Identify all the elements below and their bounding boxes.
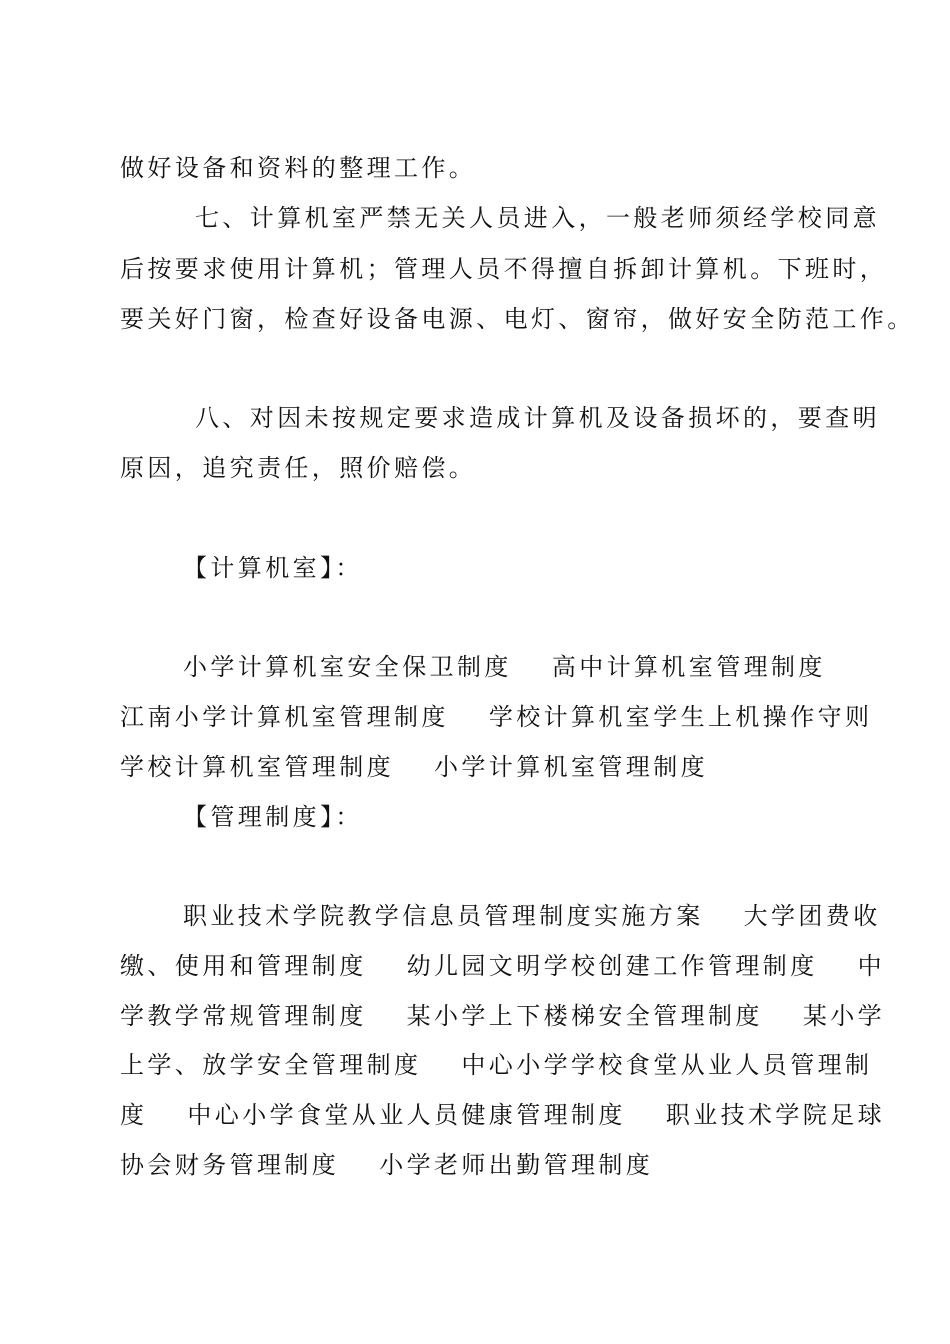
section-heading-management: 【管理制度】： bbox=[183, 803, 363, 831]
related-link[interactable]: 学校计算机室学生上机操作守则 bbox=[488, 703, 873, 731]
link-line bbox=[120, 999, 885, 1033]
related-link[interactable]: 小学老师出勤管理制度 bbox=[379, 1151, 654, 1179]
link-line bbox=[120, 700, 872, 734]
paragraph-line: 原因，追究责任，照价赔偿。 bbox=[120, 454, 477, 482]
related-link[interactable]: 职业技术学院教学信息员管理制度实施方案 bbox=[183, 902, 704, 930]
related-link[interactable]: 上学、放学安全管理制度 bbox=[120, 1051, 422, 1079]
related-link[interactable]: 协会财务管理制度 bbox=[120, 1151, 340, 1179]
related-link[interactable]: 幼儿园文明学校创建工作管理制度 bbox=[406, 952, 818, 980]
related-link[interactable]: 小学计算机室安全保卫制度 bbox=[183, 653, 512, 681]
link-line bbox=[120, 750, 708, 784]
related-link[interactable]: 江南小学计算机室管理制度 bbox=[120, 703, 449, 731]
related-link[interactable]: 学校计算机室管理制度 bbox=[120, 753, 394, 781]
paragraph-line: 做好设备和资料的整理工作。 bbox=[120, 154, 477, 182]
related-link[interactable]: 学教学常规管理制度 bbox=[120, 1002, 367, 1030]
paragraph-line: 要关好门窗，检查好设备电源、电灯、窗帘，做好安全防范工作。 bbox=[120, 305, 915, 333]
paragraph-line: 七、计算机室严禁无关人员进入，一般老师须经学校同意 bbox=[195, 204, 880, 232]
link-line bbox=[120, 1148, 653, 1182]
paragraph-line: 后按要求使用计算机；管理人员不得擅自拆卸计算机。下班时， bbox=[120, 255, 888, 283]
related-link[interactable]: 某小学 bbox=[802, 1002, 886, 1030]
related-link[interactable]: 职业技术学院足球 bbox=[665, 1101, 886, 1129]
section-heading-computer-room: 【计算机室】： bbox=[183, 554, 363, 582]
related-link[interactable]: 中心小学学校食堂从业人员管理制 bbox=[461, 1051, 873, 1079]
link-line bbox=[120, 1098, 885, 1132]
paragraph-line: 八、对因未按规定要求造成计算机及设备损坏的，要查明 bbox=[195, 404, 880, 432]
link-line bbox=[120, 1048, 872, 1082]
related-link[interactable]: 中 bbox=[857, 952, 886, 980]
link-line bbox=[183, 650, 826, 684]
related-link[interactable]: 缴、使用和管理制度 bbox=[120, 952, 367, 980]
related-link[interactable]: 度 bbox=[120, 1101, 148, 1129]
related-link[interactable]: 高中计算机室管理制度 bbox=[551, 653, 826, 681]
related-link[interactable]: 大学团费收 bbox=[743, 902, 881, 930]
link-line bbox=[120, 949, 885, 983]
related-link[interactable]: 小学计算机室管理制度 bbox=[434, 753, 708, 781]
link-line bbox=[183, 899, 881, 933]
related-link[interactable]: 某小学上下楼梯安全管理制度 bbox=[406, 1002, 763, 1030]
related-link[interactable]: 中心小学食堂从业人员健康管理制度 bbox=[187, 1101, 626, 1129]
